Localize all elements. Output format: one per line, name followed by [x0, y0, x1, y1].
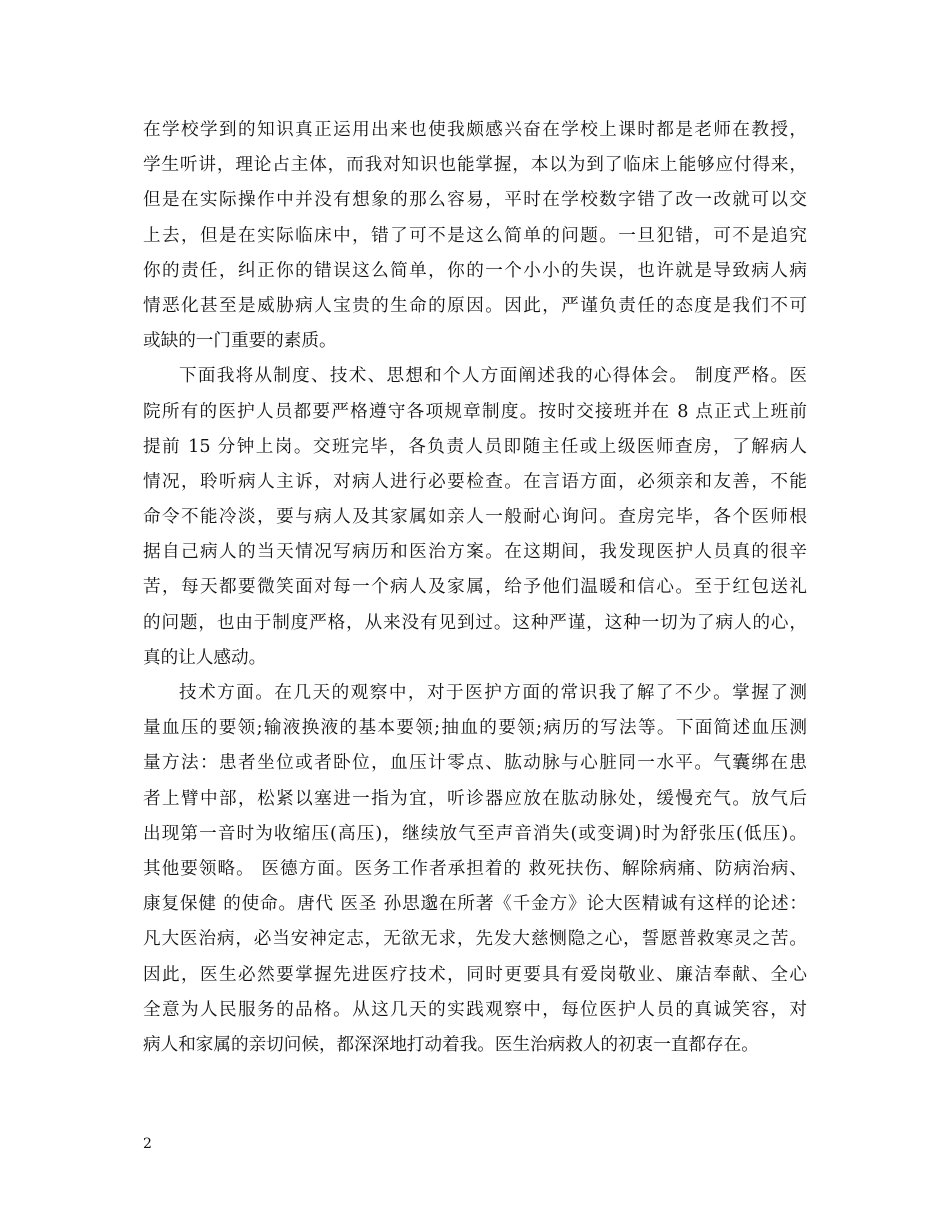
text-line: 量血压的要领;输液换液的基本要领;抽血的要领;病历的写法等。下面简述血压测: [143, 718, 807, 739]
text-line: 你的责任，纠正你的错误这么简单，你的一个小小的失误，也许就是导致病人病: [143, 260, 807, 281]
text-line: 病人和家属的亲切问候，都深深地打动着我。医生治病救人的初衷一直都存在。: [143, 1034, 759, 1055]
text-line: 或缺的一门重要的素质。: [143, 331, 337, 352]
text-line: 苦，每天都要微笑面对每一个病人及家属，给予他们温暖和信心。至于红包送礼: [143, 577, 807, 598]
text-line: 全意为人民服务的品格。从这几天的实践观察中，每位医护人员的真诚笑容，对: [143, 999, 807, 1020]
text-line: 的问题，也由于制度严格，从来没有见到过。这种严谨，这种一切为了病人的心，: [143, 612, 807, 633]
text-line: 情况，聆听病人主诉，对病人进行必要检查。在言语方面，必须亲和友善，不能: [143, 471, 807, 492]
paragraph-first-line: 技术方面。在几天的观察中，对于医护方面的常识我了解了不少。掌握了测: [179, 683, 807, 703]
text-line: 凡大医治病，必当安神定志，无欲无求，先发大慈恻隐之心，誓愿普救寒灵之苦。: [143, 929, 807, 950]
body-text: [143, 113, 807, 1063]
text-line: 据自己病人的当天情况写病历和医治方案。在这期间，我发现医护人员真的很辛: [143, 542, 807, 563]
text-line: 上去，但是在实际临床中，错了可不是这么简单的问题。一旦犯错，可不是追究: [143, 225, 807, 246]
text-line: 真的让人感动。: [143, 647, 267, 668]
text-line: 情恶化甚至是威胁病人宝贵的生命的原因。因此，严谨负责任的态度是我们不可: [143, 295, 807, 316]
text-line: 但是在实际操作中并没有想象的那么容易，平时在学校数字错了改一改就可以交: [143, 190, 807, 211]
text-line: 在学校学到的知识真正运用出来也使我颇感兴奋在学校上课时都是老师在教授，: [143, 120, 807, 140]
text-line: 命令不能冷淡，要与病人及其家属如亲人一般耐心询问。查房完毕，各个医师根: [143, 507, 807, 528]
text-line: 者上臂中部，松紧以塞进一指为宜，听诊器应放在肱动脉处，缓慢充气。放气后: [143, 788, 807, 809]
page-number: 2: [143, 1136, 152, 1152]
text-line: 出现第一音时为收缩压(高压)，继续放气至声音消失(或变调)时为舒张压(低压)。: [143, 823, 807, 844]
text-line: 提前 15 分钟上岗。交班完毕，各负责人员即随主任或上级医师查房，了解病人: [143, 436, 807, 457]
text-line: 院所有的医护人员都要严格遵守各项规章制度。按时交接班并在 8 点正式上班前: [143, 401, 807, 422]
text-line: 量方法：患者坐位或者卧位，血压计零点、肱动脉与心脏同一水平。气囊绑在患: [143, 753, 807, 774]
text-line: 康复保健 的使命。唐代 医圣 孙思邈在所著《千金方》论大医精诚有这样的论述：: [143, 894, 807, 915]
text-line: 其他要领略。 医德方面。医务工作者承担着的 救死扶伤、解除病痛、防病治病、: [143, 858, 807, 879]
text-line: 因此，医生必然要掌握先进医疗技术，同时更要具有爱岗敬业、廉洁奉献、全心: [143, 964, 807, 985]
paragraph-first-line: 下面我将从制度、技术、思想和个人方面阐述我的心得体会。 制度严格。医: [179, 366, 807, 387]
text-line: 学生听讲，理论占主体，而我对知识也能掌握，本以为到了临床上能够应付得来，: [143, 155, 807, 176]
